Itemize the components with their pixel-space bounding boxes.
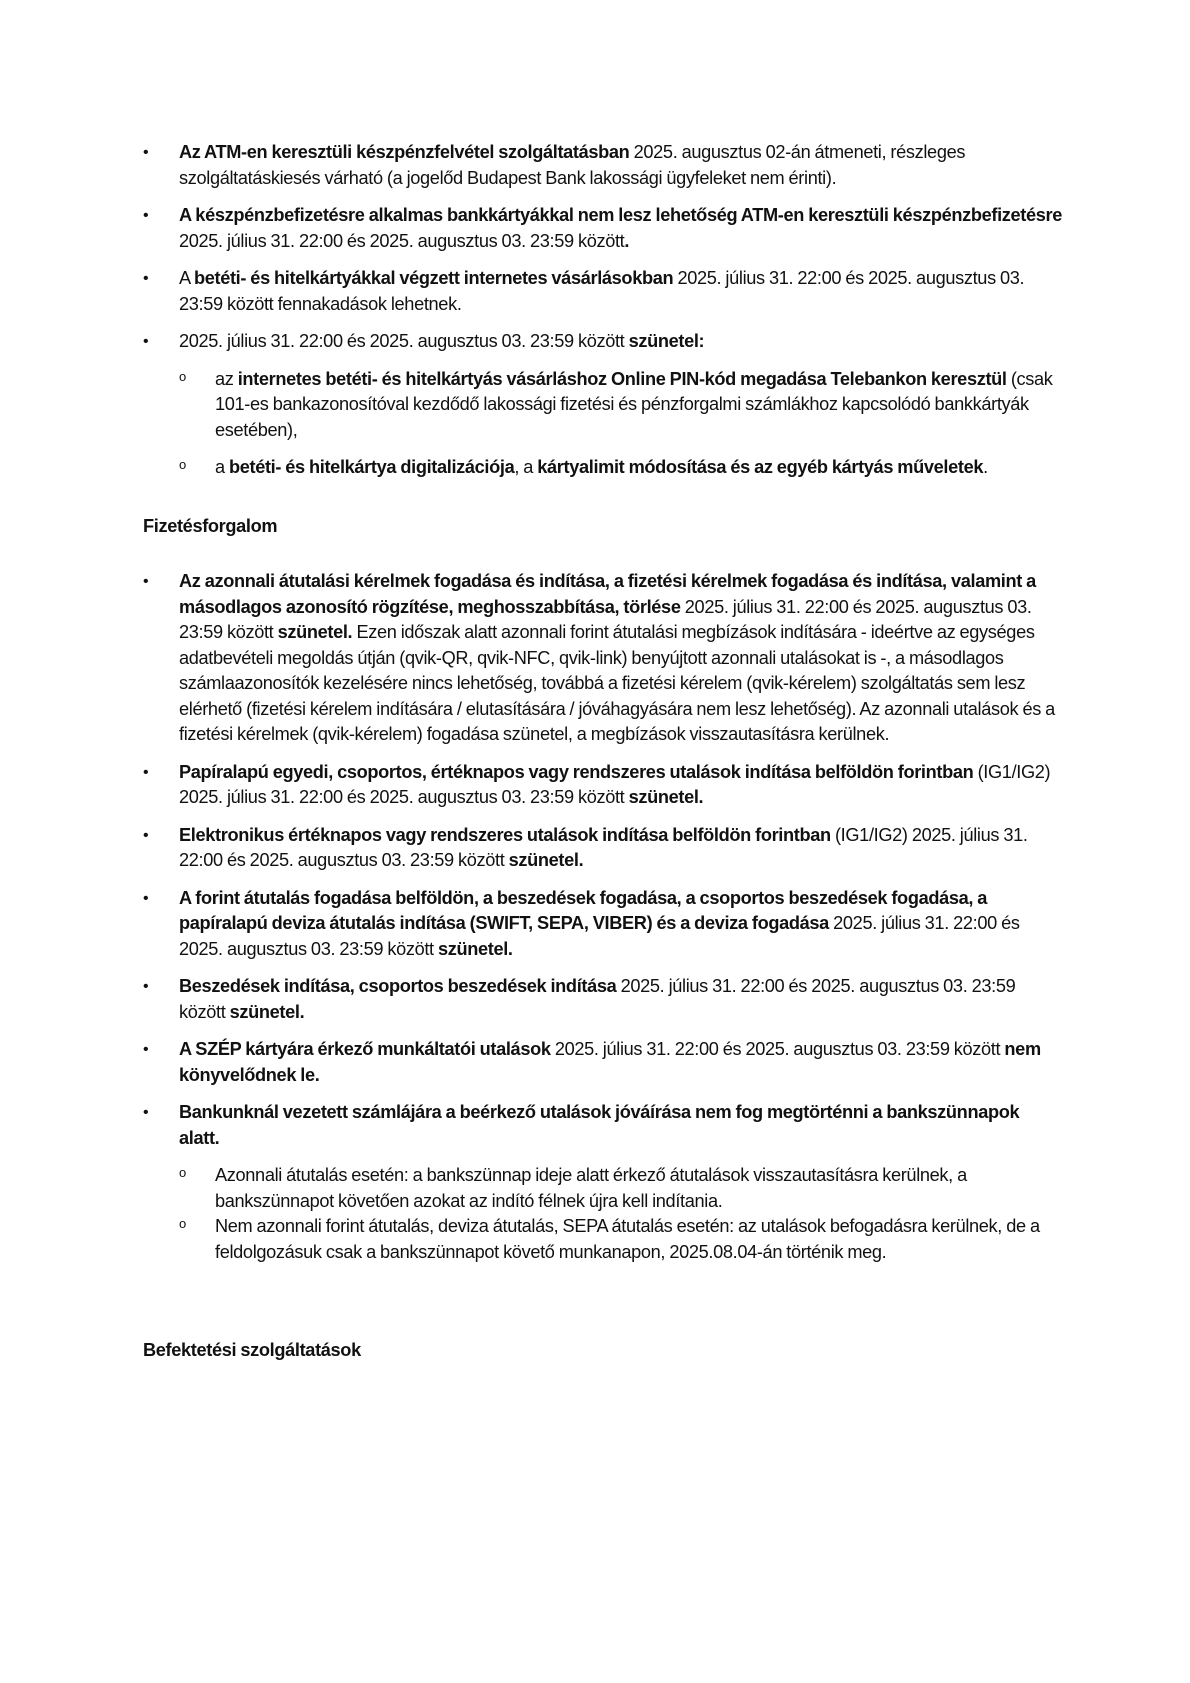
list-item (143, 886, 1063, 963)
text: 2025. július 31. 22:00 és 2025. augusztus 03. 23:59 között (550, 1039, 1005, 1059)
text: . (983, 457, 988, 477)
list-item (143, 203, 1063, 254)
card-services-list (143, 140, 1063, 481)
bold-text: A forint átutalás fogadása belföldön, a beszedések fogadása, a csoportos beszedések fogadása, a papíralapú deviza átutalás indítása (SWIFT, SEPA, VIBER) és a deviza fogadása (179, 887, 988, 933)
bullet-icon: • (143, 1104, 149, 1121)
text: 2025. július 31. 22:00 és 2025. augusztus 03. 23:59 között fennakadások lehetnek. (179, 268, 1025, 314)
sub-list-item-text (215, 369, 1053, 440)
list-item-text (179, 1102, 1019, 1148)
list-item-text (179, 888, 1020, 959)
bold-text: A SZÉP kártyára érkező munkáltatói utalások (179, 1039, 551, 1059)
text: 2025. augusztus 02-án átmeneti, részleges szolgáltatáskiesés várható (a jogelőd Budapest Bank lakossági ügyfeleket nem érinti). (179, 142, 966, 188)
bold-text: szünetel. (277, 622, 353, 642)
sub-list (179, 367, 1063, 481)
list-item-text (179, 331, 704, 351)
text: Ezen időszak alatt azonnali forint átutalási megbízások indítására - ideértve az egységes adatbevételi megoldás útján (qvik-QR, qvik-NFC, qvik-link) benyújtott azonnali utalásokat is -, a másodlagos számlaazonosítók kezelésére nincs lehetőség, továbbá a fizetési kérelem (qvik-kérelem) szolgáltatás sem lesz elérhető (fizetési kérelem indítására / elutasítására / jóváhagyására nem lesz lehetőség). Az azonnali utalások és a fizetési kérelmek (qvik-kérelem) fogadása szünetel, a megbízások visszautasításra kerülnek. (179, 622, 1055, 744)
text: A (179, 268, 194, 288)
bold-text: . (624, 230, 630, 251)
list-item-text (179, 142, 965, 188)
bold-text: Elektronikus értéknapos vagy rendszeres utalások indítása belföldön forintban (179, 824, 831, 845)
sub-list-item (179, 1214, 1063, 1265)
list-item (143, 266, 1063, 317)
text: (IG1/IG2) 2025. július 31. 22:00 és 2025. augusztus 03. 23:59 között (179, 761, 1051, 807)
sub-list-item (179, 367, 1063, 444)
bold-text: szünetel. (508, 850, 584, 870)
list-item (143, 974, 1063, 1025)
bold-text: szünetel: (628, 331, 705, 351)
payment-services-list (143, 569, 1063, 1265)
circle-bullet-icon: o (179, 1165, 186, 1180)
bullet-icon: • (143, 763, 149, 781)
list-item-text (179, 571, 1055, 744)
text: Nem azonnali forint átutalás, deviza átutalás, SEPA átutalás esetén: az utalások befogadásra kerülnek, de a feldolgozásuk csak a bankszünnapot követő munkanapon, 2025.08.04-án történik meg. (215, 1216, 1040, 1262)
list-item-text (179, 1039, 1041, 1085)
text: a (215, 457, 229, 477)
text: 2025. július 31. 22:00 és 2025. augusztus 03. 23:59 között (179, 976, 1016, 1022)
bold-text: A készpénzbefizetésre alkalmas bankkártyákkal nem lesz lehetőség ATM-en keresztüli készpénzbefizetésre (179, 205, 1063, 225)
bold-text: nem könyvelődnek le. (179, 1039, 1041, 1085)
text: 2025. július 31. 22:00 és 2025. augusztus 03. 23:59 között (179, 230, 625, 251)
list-item (143, 760, 1063, 811)
list-item-text (179, 205, 1062, 251)
bullet-icon: • (143, 826, 149, 844)
text: (csak 101-es bankazonosítóval kezdődő lakossági fizetési és pénzforgalmi számlákhoz kapcsolódó bankkártyák esetében), (215, 368, 1053, 440)
bold-text: Az azonnali átutalási kérelmek fogadása és indítása, a fizetési kérelmek fogadása és indítása, valamint a másodlagos azonosító rögzítése, meghosszabbítása, törlése (179, 571, 1036, 617)
list-item (143, 569, 1063, 748)
list-item-text (179, 825, 1028, 871)
sub-list-item-text (215, 1216, 1040, 1262)
sub-list-item (179, 1163, 1063, 1214)
text: 2025. július 31. 22:00 és 2025. augusztus 03. 23:59 között (179, 913, 1020, 959)
sub-list-item-text (215, 1165, 967, 1211)
bold-text: kártyalimit módosítása és az egyéb kártyás műveletek (537, 457, 984, 477)
list-item (143, 1100, 1063, 1265)
list-item-text (179, 976, 1015, 1022)
bold-text: Beszedések indítása, csoportos beszedések indítása (179, 976, 617, 996)
sub-list-item-text (215, 457, 988, 477)
section-heading-fizetesforgalom: Fizetésforgalom (143, 515, 278, 536)
bullet-icon: • (143, 144, 149, 161)
bold-text: betéti- és hitelkártya digitalizációja (228, 457, 515, 477)
text: (IG1/IG2) 2025. július 31. 22:00 és 2025. augusztus 03. 23:59 között (179, 824, 1028, 870)
bold-text: Bankunknál vezetett számlájára a beérkező utalások jóváírása nem fog megtörténni a bankszünnapok alatt. (179, 1102, 1020, 1148)
bullet-icon: • (143, 333, 149, 350)
bullet-icon: • (143, 1041, 149, 1058)
text: 2025. július 31. 22:00 és 2025. augusztus 03. 23:59 között (179, 331, 629, 351)
bullet-icon: • (143, 207, 149, 224)
text: 2025. július 31. 22:00 és 2025. augusztus 03. 23:59 között (179, 596, 1032, 642)
circle-bullet-icon: o (179, 457, 186, 472)
circle-bullet-icon: o (179, 368, 186, 384)
bold-text: internetes betéti- és hitelkártyás vásárláshoz Online PIN-kód megadása Telebankon keresztül (237, 368, 1007, 389)
list-item (143, 1037, 1063, 1088)
bullet-icon: • (143, 270, 149, 287)
circle-bullet-icon: o (179, 1216, 186, 1231)
document-body (143, 140, 1063, 1364)
sub-list-item (179, 455, 1063, 481)
bullet-icon: • (143, 573, 149, 590)
bold-text: betéti- és hitelkártyákkal végzett internetes vásárlásokban (193, 268, 674, 288)
bullet-icon: • (143, 978, 149, 995)
list-item (143, 823, 1063, 874)
list-item-text (179, 762, 1050, 808)
text: Azonnali átutalás esetén: a bankszünnap ideje alatt érkező átutalások visszautasításra kerülnek, a bankszünnapot követően azokat az indító félnek újra kell indítania. (215, 1165, 967, 1211)
list-item-text (179, 268, 1024, 314)
bullet-icon: • (143, 889, 149, 907)
list-item (143, 329, 1063, 481)
sub-list (179, 1163, 1063, 1265)
bold-text: Az ATM-en keresztüli készpénzfelvétel szolgáltatásban (179, 142, 630, 162)
bold-text: szünetel. (437, 938, 513, 959)
bold-text: szünetel. (628, 787, 704, 807)
section-heading-befektetesi-szolgaltatasok: Befektetési szolgáltatások (143, 1340, 361, 1360)
text: az (215, 368, 238, 389)
list-item (143, 140, 1063, 191)
text: , a (514, 457, 538, 477)
bold-text: szünetel. (229, 1001, 305, 1022)
bold-text: Papíralapú egyedi, csoportos, értéknapos vagy rendszeres utalások indítása belföldön forintban (179, 761, 974, 782)
